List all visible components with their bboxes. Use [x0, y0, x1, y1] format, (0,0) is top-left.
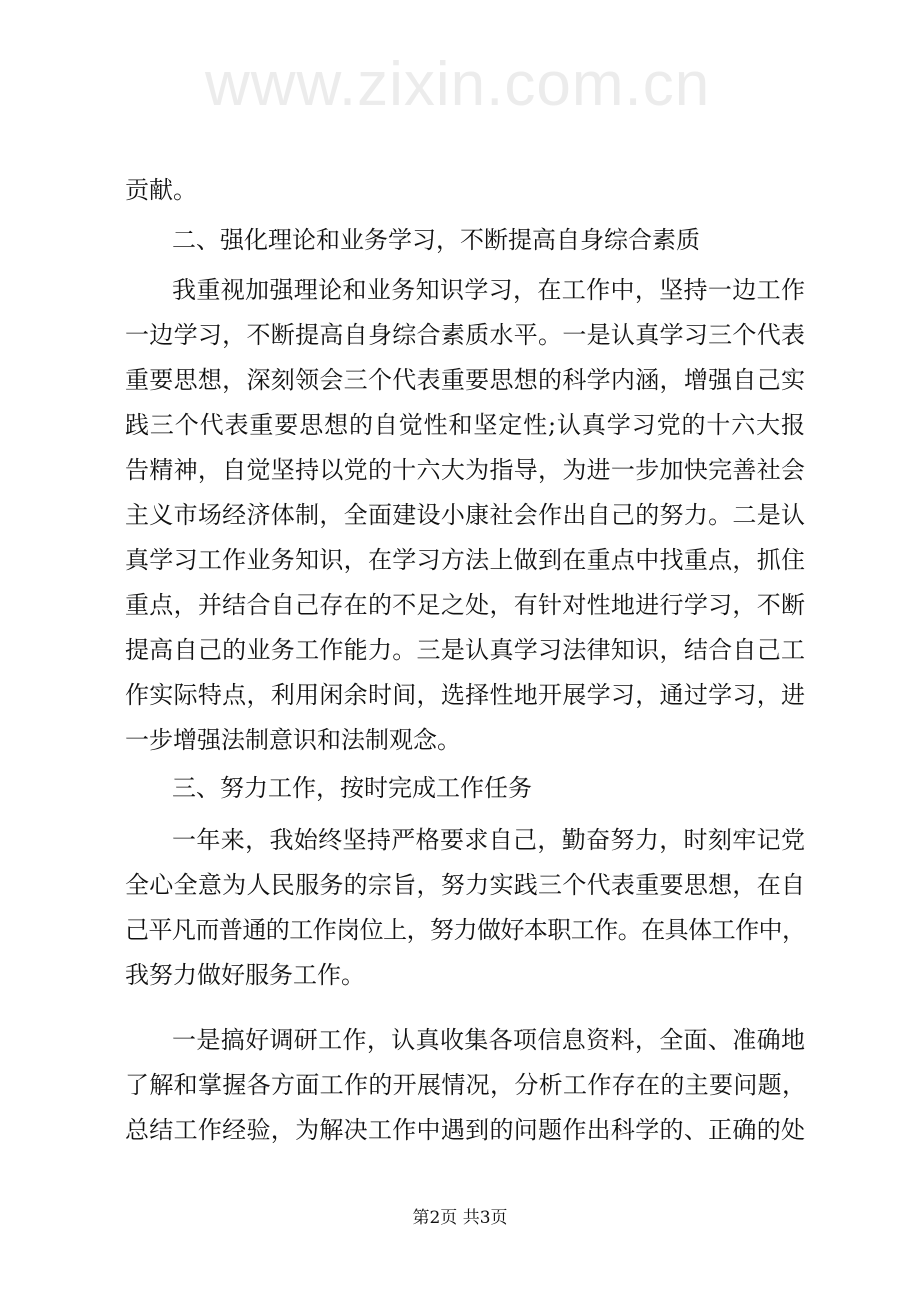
text-line: 真学习工作业务知识，在学习方法上做到在重点中找重点，抓住 [125, 546, 805, 574]
page-number-footer: 第2页 共3页 [412, 1208, 508, 1228]
text-line: 全心全意为人民服务的宗旨，努力实践三个代表重要思想，在自 [125, 871, 805, 899]
text-line: 提高自己的业务工作能力。三是认真学习法律知识，结合自己工 [125, 636, 805, 664]
text-line: 贡献。 [125, 176, 197, 204]
text-line: 一边学习，不断提高自身综合素质水平。一是认真学习三个代表 [125, 321, 805, 349]
text-line: 一是搞好调研工作，认真收集各项信息资料，全面、准确地 [172, 1026, 805, 1054]
text-line: 重要思想，深刻领会三个代表重要思想的科学内涵，增强自己实 [125, 366, 805, 394]
text-line: 践三个代表重要思想的自觉性和坚定性;认真学习党的十六大报 [125, 411, 805, 439]
text-line: 一年来，我始终坚持严格要求自己，勤奋努力，时刻牢记党 [172, 826, 805, 854]
text-line: 一步增强法制意识和法制观念。 [125, 726, 461, 754]
section-heading: 二、强化理论和业务学习，不断提高自身综合素质 [172, 226, 700, 254]
section-heading: 三、努力工作，按时完成工作任务 [172, 774, 532, 802]
text-line: 总结工作经验，为解决工作中遇到的问题作出科学的、正确的处 [125, 1116, 805, 1144]
text-line: 了解和掌握各方面工作的开展情况，分析工作存在的主要问题， [125, 1071, 805, 1099]
text-line: 己平凡而普通的工作岗位上，努力做好本职工作。在具体工作中， [125, 916, 805, 944]
text-line: 告精神，自觉坚持以党的十六大为指导，为进一步加快完善社会 [125, 456, 805, 484]
text-line: 作实际特点，利用闲余时间，选择性地开展学习，通过学习，进 [125, 681, 805, 709]
text-line: 主义市场经济体制，全面建设小康社会作出自己的努力。二是认 [125, 501, 805, 529]
watermark: www.zixin.com.cn [205, 50, 711, 119]
text-line: 我重视加强理论和业务知识学习，在工作中，坚持一边工作 [172, 276, 805, 304]
text-line: 我努力做好服务工作。 [125, 961, 365, 989]
text-line: 重点，并结合自己存在的不足之处，有针对性地进行学习，不断 [125, 591, 805, 619]
